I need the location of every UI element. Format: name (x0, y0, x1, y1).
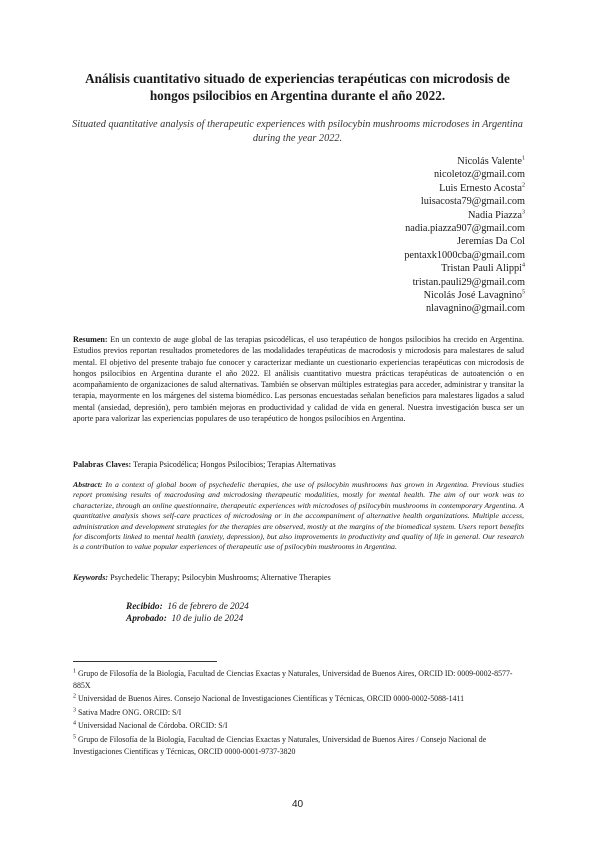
author-name: Jeremías Da Col (456, 236, 525, 248)
footnote: $^5$ Grupo de Filosofía de la Biología, Facultad de Ciencias Exactas y Naturales, Universidad de Buenos Aires / Consejo Nacional de Investigaciones Científicas y Técnicas, ORCID 0000-0001-9737-3820 (73, 734, 487, 756)
author-email[interactable]: nlavagnino@gmail.com (426, 303, 525, 315)
footnotes (73, 668, 525, 759)
keywords-es-label: Palabras Claves: (73, 460, 132, 469)
keywords-spanish (73, 459, 524, 470)
keywords-en-label: Keywords: (73, 573, 109, 582)
author-email[interactable]: pentaxk1000cba@gmail.com (404, 249, 525, 261)
article-subtitle: Situated quantitative analysis of therapeutic experiences with psilocybin mushrooms microdoses in Argentina during the year 2022. (72, 119, 523, 144)
author-name: Luis Ernesto Acosta$^2$ (439, 182, 525, 194)
author-email[interactable]: luisacosta79@gmail.com (420, 196, 525, 208)
abstract-spanish (73, 334, 524, 424)
author-name: Nicolás José Lavagnino$^5$ (423, 289, 525, 302)
abstract-es-text: En un contexto de auge global de las terapias psicodélicas, el uso terapéutico de hongos psilocibios ha crecido en Argentina. Estudios previos reportan resultados prometedores de las modalidades terapéuticas de macrodosis y microdosis para malestares de salud mental. El objetivo del presente trabajo fue conocer y caracterizar mediante un cuestionario experiencias terapéuticas con microdosis de hongos psilocibios en Argentina durante el año 2022. El análisis cuantitativo muestra prácticas terapéuticas de autoatención o en acompañamiento de organizaciones de salud alternativas. También se observan múltiples estrategias para acceder, administrar y transitar la terapia, mayormente en los márgenes del sistema biomédico. Las personas encuestadas señalan beneficios para malestares ligados a salud mental (ansiedad, depresión), pero también mejoras en productividad y calidad de vida en general. Nuestra investigación busca ser un aporte para valorizar las experiencias populares de uso terapéutico de hongos psilocibios en Argentina. (73, 335, 524, 424)
submission-dates (126, 601, 249, 625)
author-name: Nadia Piazza$^3$ (467, 209, 525, 221)
footnote: $^2$ Universidad de Buenos Aires. Consejo Nacional de Investigaciones Científicas y Técnicas, ORCID 0000-0002-5088-1411 (73, 693, 465, 704)
keywords-es-text: Terapia Psicodélica; Hongos Psilocibios; Terapias Alternativas (133, 460, 336, 469)
footnote: $^3$ Sativa Madre ONG. ORCID: S/I (73, 707, 182, 717)
author-email[interactable]: nicoletoz@gmail.com (434, 169, 525, 181)
abstract-es-label: Resumen: (73, 335, 108, 344)
author-name: Tristan Pauli Alippi$^4$ (441, 262, 525, 275)
author-email[interactable]: nadia.piazza907@gmail.com (405, 223, 525, 235)
abstract-en-label: Abstract: (73, 480, 103, 489)
article-title: Análisis cuantitativo situado de experiencias terapéuticas con microdosis de hongos psilocibios en Argentina durante el año 2022. (85, 71, 510, 103)
approved-date: Aprobado: 10 de julio de 2024 (126, 614, 244, 624)
keywords-english (73, 572, 524, 583)
footnote: $^1$ Grupo de Filosofía de la Biología, Facultad de Ciencias Exactas y Naturales, Universidad de Buenos Aires, ORCID ID: 0009-0002-8577-885X (73, 668, 513, 690)
abstract-english (73, 480, 524, 553)
author-email[interactable]: tristan.pauli29@gmail.com (412, 276, 525, 288)
footnote: $^4$ Universidad Nacional de Córdoba. ORCID: S/I (73, 720, 228, 731)
received-date: Recibido: 16 de febrero de 2024 (126, 602, 249, 612)
author-list (225, 155, 525, 316)
author-name: Nicolás Valente$^1$ (457, 155, 525, 167)
abstract-en-text: In a context of global boom of psychedelic therapies, the use of psilocybin mushrooms has grown in Argentina. Previous studies report promising results of macrodosing and microdosing therapeutic modalities, mostly for mental health. The aim of our work was to characterize, through an online questionnaire, therapeutic experiences with microdoses of psilocybin mushrooms in contemporary Argentina. A quantitative analysis shows self-care practices of microdosing or in the accompaniment of alternative health organizations. Multiple access, administration and development strategies for the therapies are observed, mostly at the margins of the biomedical system. Users report benefits for discomforts linked to mental health (anxiety, depression), but also improvements in productivity and quality of life in general. Our research is a contribution to value popular experiences of therapeutic use of psilocybin mushrooms in Argentina. (73, 480, 524, 552)
keywords-en-text: Psychedelic Therapy; Psilocybin Mushrooms; Alternative Therapies (110, 573, 331, 582)
page-number: 40 (291, 799, 304, 810)
footnote-divider (73, 661, 217, 662)
